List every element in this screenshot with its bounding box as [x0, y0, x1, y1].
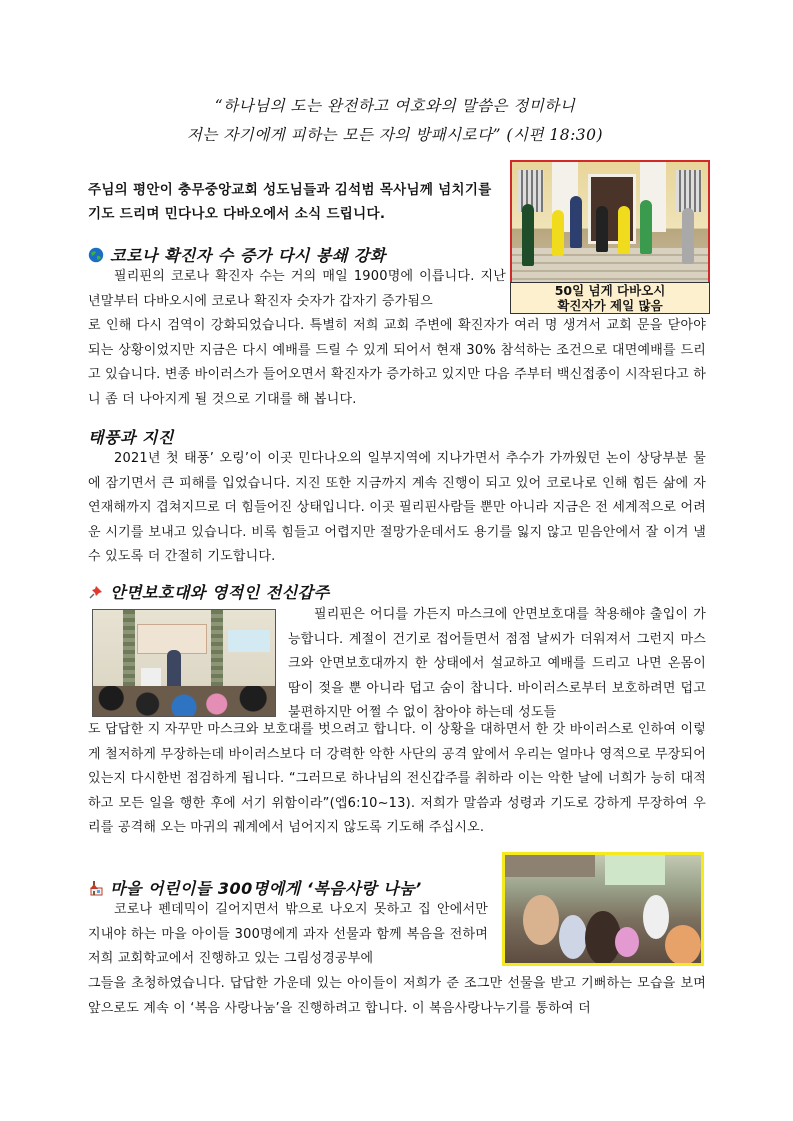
person [570, 196, 582, 248]
congregation [93, 686, 275, 716]
section-title-text: 마을 어린이들 300명에게 ‘복음사랑 나눔’ [110, 879, 422, 898]
section-title-faceshield [88, 582, 330, 604]
verse-line-2: 저는 자기에게 피하는 모든 자의 방패시로다” (시편 18:30) [186, 126, 604, 144]
person [618, 206, 630, 254]
greeting-paragraph: 주님의 평안이 충무중앙교회 성도님들과 김석범 목사님께 넘치기를 기도 드리며 민다나오 다바오에서 소식 드립니다. [88, 182, 492, 222]
section-body-text: 필리핀은 어디를 가든지 마스크에 안면보호대를 착용해야 출입이 가능합니다. 계절이 건기로 접어들면서 점점 날씨가 더워져서 그런지 마스크와 안면보호대까지 한 상태에서 설교하고 예배를 드리고 나면 온몸이 땀이 젖을 뿐 아니라 덥고 숨이 찹니다. 바이러스로부터 보호하려면 덥고 불편하지만 어쩔 수 없이 참아야 하는데 성도들 [288, 607, 706, 721]
section-body-text: 2021년 첫 태풍’ 오링’이 이곳 민다나오의 일부지역에 지나가면서 추수가 가까웠던 논이 상당부분 물에 잠기면서 큰 피해를 입었습니다. 지진 또한 지금까지 계속 진행이 되고 있어 코로나로 인해 힘든 삶에 자연재해까지 겹쳐지므로 더 힘들어진 상태입니다. 이곳 필리핀사람들 뿐만 아니라 지금은 전 세계적으로 어려운 시기를 보내고 있습니다. 비록 힘들고 어렵지만 절망가운데서도 용기를 잃지 않고 믿음안에서 잘 이겨 낼 수 있도록 더 간절히 기도합니다. [88, 451, 706, 565]
section-title-text: 코로나 확진자 수 증가 다시 봉쇄 강화 [110, 246, 386, 265]
roof [505, 855, 595, 877]
verse-line-1: “하나님의 도는 완전하고 여호와의 말씀은 정미하니 [214, 97, 576, 115]
child [665, 925, 701, 965]
section-body-text: 필리핀의 코로나 확진자 수는 거의 매일 1900명에 이릅니다. 지난 년말부터 다바오시에 코로나 확진자 숫자가 갑자기 증가됨으 [88, 269, 506, 309]
section-title-covid [88, 245, 386, 267]
section-title-children [88, 878, 422, 900]
person [640, 200, 652, 254]
globe-icon [88, 247, 104, 263]
caption-line-2: 확진자가 제일 많음 [557, 298, 663, 313]
section-body-faceshield [88, 718, 706, 841]
scripture-verse [80, 92, 710, 150]
section-body-text: 그들을 초청하였습니다. 답답한 가운데 있는 아이들이 저희가 준 조그만 선물을 받고 기뻐하는 모습을 보며 앞으로도 계속 이 ‘복음 사랑나눔’을 진행하려고 합니다. 이 복음사랑나누기를 통하여 더 [88, 976, 706, 1016]
section-body-text: 도 답답한 지 자꾸만 마스크와 보호대를 벗으려고 합니다. 이 상황을 대하면서 한 갓 바이러스로 인하여 이렇게 철저하게 무장하는데 바이러스보다 더 강력한 악한 사단의 공격 앞에서 우리는 얼마나 영적으로 무장되어 있는지 다시한번 점검하게 됩니다. “그러므로 하나님의 전신갑주를 취하라 이는 악한 날에 너희가 능히 대적하고 모든 일을 행한 후에 서기 위함이라”(엡6:10~13). 저희가 말씀과 성령과 기도로 강하게 무장하여 우리를 공격해 오는 마귀의 궤계에서 넘어지지 않도록 기도해 주십시오. [88, 722, 706, 836]
person [522, 204, 534, 266]
caption-line-1: 50일 넘게 다바오시 [554, 283, 666, 298]
child [559, 915, 587, 959]
section-body-children [88, 972, 706, 1021]
section-body-faceshield-wrapped [288, 603, 706, 726]
section-body-covid: 로 인해 다시 검역이 강화되었습니다. 특별히 저희 교회 주변에 확진자가 여러 명 생겨서 교회 문을 닫아야 되는 상황이었지만 지금은 다시 예배를 드릴 수 있게 되어서 현재 30% 참석하는 조건으로 대면예배를 드리고 있습니다. 변종 바이러스가 들어오면서 확진자가 증가하고 있지만 다음 주부터 백신접종이 시작된다고 하니 좀 더 나아지게 될 것으로 기대를 해 봅니다. [88, 318, 706, 407]
child [643, 895, 669, 939]
person [596, 206, 608, 252]
person [552, 210, 564, 256]
section-title-typhoon [88, 427, 174, 449]
projector-screen [228, 630, 270, 652]
section-title-text: 태풍과 지진 [88, 428, 174, 447]
section-body-text: 코로나 펜데믹이 길어지면서 밖으로 나오지 못하고 집 안에서만 지내야 하는 마을 아이들 300명에게 과자 선물과 함께 복음을 전하며 저희 교회학교에서 진행하고 있는 그림성경공부에 [88, 902, 488, 967]
preaching-photo [92, 609, 276, 717]
child [615, 927, 639, 957]
child [523, 895, 559, 945]
section-title-text: 안면보호대와 영적인 전신갑주 [110, 583, 330, 602]
house-icon [88, 880, 104, 896]
church-steps-photo [510, 160, 710, 284]
church-steps [512, 248, 708, 282]
section-body-typhoon [88, 447, 706, 570]
section-body-covid-lead [88, 265, 506, 314]
photo-caption [510, 282, 710, 314]
section-body-children-wrapped [88, 898, 488, 972]
children-crowd-photo [502, 852, 704, 966]
pushpin-icon [88, 584, 104, 600]
sky [605, 855, 665, 885]
person [682, 208, 694, 264]
window [676, 170, 702, 212]
